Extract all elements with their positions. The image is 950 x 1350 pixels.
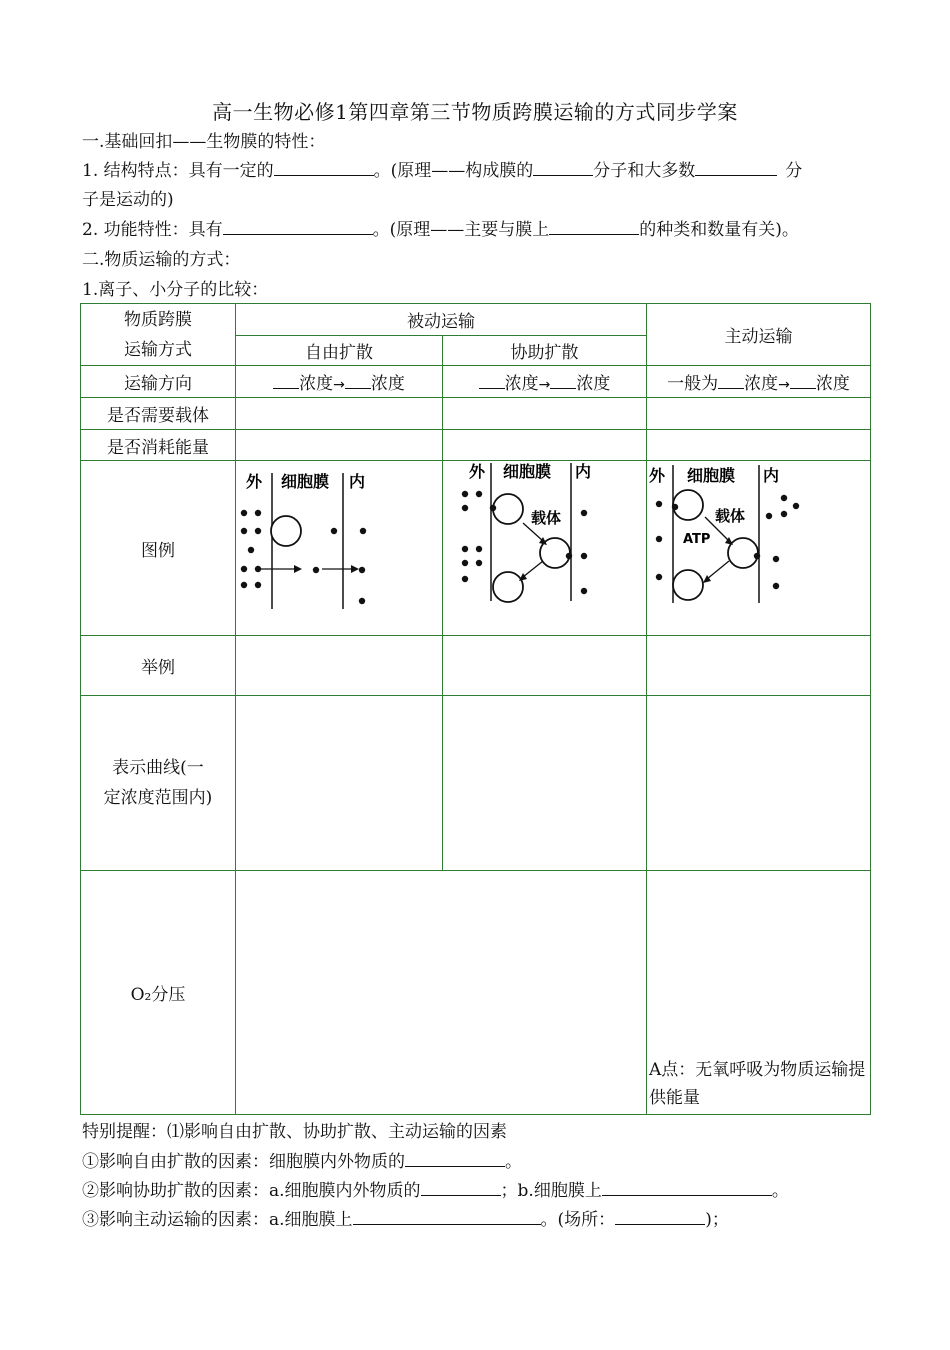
direction-facilitated: 浓度→ 浓度 [443,366,647,398]
row-label-carrier: 是否需要载体 [81,398,236,430]
header-transport-mode: 物质跨膜 运输方式 [81,304,236,366]
energy-free[interactable] [236,430,443,461]
protein-circle [271,516,301,546]
diagram-facilitated-diffusion [443,461,647,636]
blank-selective-permeability[interactable] [223,216,373,235]
carrier-free[interactable] [236,398,443,430]
svg-text:载体: 载体 [531,509,562,527]
row-label-diagram: 图例 [81,461,236,636]
carrier-active[interactable] [647,398,871,430]
energy-facilitated[interactable] [443,430,647,461]
curve-facilitated[interactable] [443,696,647,871]
blank-carrier-count[interactable] [602,1177,772,1196]
reminder-intro: 特别提醒：⑴影响自由扩散、协助扩散、主动运输的因素 [82,1122,507,1142]
section1-heading: 一.基础回扣——生物膜的特性： [82,132,326,152]
carrier-circle-top [673,490,703,520]
blank-fluidity[interactable] [274,157,374,176]
facilitated-diffusion-figure [443,461,603,611]
energy-active[interactable] [647,430,871,461]
blank-protein[interactable] [695,157,777,176]
free-diffusion-figure [236,461,386,611]
reminder-facilitated-diffusion: ②影响协助扩散的因素：a.细胞膜内外物质的 ；b.细胞膜上 。 [82,1177,789,1205]
reminder-active-transport: ③影响主动运输的因素：a.细胞膜上 。(场所： )； [82,1206,729,1234]
blank-active-carrier[interactable] [353,1206,541,1225]
row-label-direction: 运输方向 [81,366,236,398]
header-free-diffusion: 自由扩散 [236,336,443,366]
blank-phospholipid[interactable] [533,157,593,176]
o2-passive[interactable] [236,871,647,1115]
svg-text:外: 外 [246,472,263,491]
curve-free[interactable] [236,696,443,871]
a-point-note: A点：无氧呼吸为物质运输提供能量 [649,1060,866,1108]
molecule-dots [241,510,366,604]
svg-text:内: 内 [763,466,780,485]
structure-feature-line-cont: 子是运动的) [82,190,174,210]
diagram-free-diffusion [236,461,443,636]
blank-concentration-gradient[interactable] [405,1148,505,1167]
function-feature-line: 2. 功能特性：具有 。(原理——主要与膜上 的种类和数量有关)。 [82,216,799,244]
section2-subheading: 1.离子、小分子的比较： [82,280,269,300]
section2-heading: 二.物质运输的方式： [82,250,241,270]
svg-text:ATP: ATP [683,532,711,547]
carrier-arrow-2 [707,561,729,579]
blank-carrier-protein[interactable] [549,216,639,235]
svg-text:载体: 载体 [715,507,746,525]
svg-text:内: 内 [575,462,592,481]
svg-text:外: 外 [649,466,666,485]
carrier-circle-bottom [673,570,703,600]
carrier-arrow-2 [523,561,543,577]
svg-text:细胞膜: 细胞膜 [687,466,736,485]
direction-free: 浓度→ 浓度 [236,366,443,398]
carrier-circle-top [493,494,523,524]
example-active[interactable] [647,636,871,696]
header-passive-transport: 被动运输 [236,304,647,336]
svg-text:外: 外 [469,462,486,481]
blank-facilitated-gradient[interactable] [421,1177,501,1196]
row-label-example: 举例 [81,636,236,696]
transport-comparison-table [80,303,871,1115]
svg-text:细胞膜: 细胞膜 [281,472,330,491]
diagram-active-transport [647,461,871,636]
carrier-facilitated[interactable] [443,398,647,430]
blank-location[interactable] [615,1206,705,1225]
reminder-free-diffusion: ①影响自由扩散的因素：细胞膜内外物质的 。 [82,1148,522,1176]
example-facilitated[interactable] [443,636,647,696]
carrier-circle-bottom [493,572,523,602]
curve-active[interactable] [647,696,871,871]
svg-text:内: 内 [349,472,366,491]
carrier-circle-middle [728,538,758,568]
structure-feature-line: 1. 结构特点：具有一定的 。(原理——构成膜的 分子和大多数 分 [82,157,802,185]
header-active-transport: 主动运输 [647,304,871,366]
header-facilitated-diffusion: 协助扩散 [443,336,647,366]
row-label-curve: 表示曲线(一 定浓度范围内) [81,696,236,871]
o2-active [647,871,871,1115]
row-label-energy: 是否消耗能量 [81,430,236,461]
svg-text:细胞膜: 细胞膜 [503,462,552,481]
row-label-o2: O₂分压 [81,871,236,1115]
page-title: 高一生物必修1第四章第三节物质跨膜运输的方式同步学案 [212,100,738,124]
example-free[interactable] [236,636,443,696]
active-transport-figure [647,461,807,611]
direction-active: 一般为 浓度→ 浓度 [647,366,871,398]
